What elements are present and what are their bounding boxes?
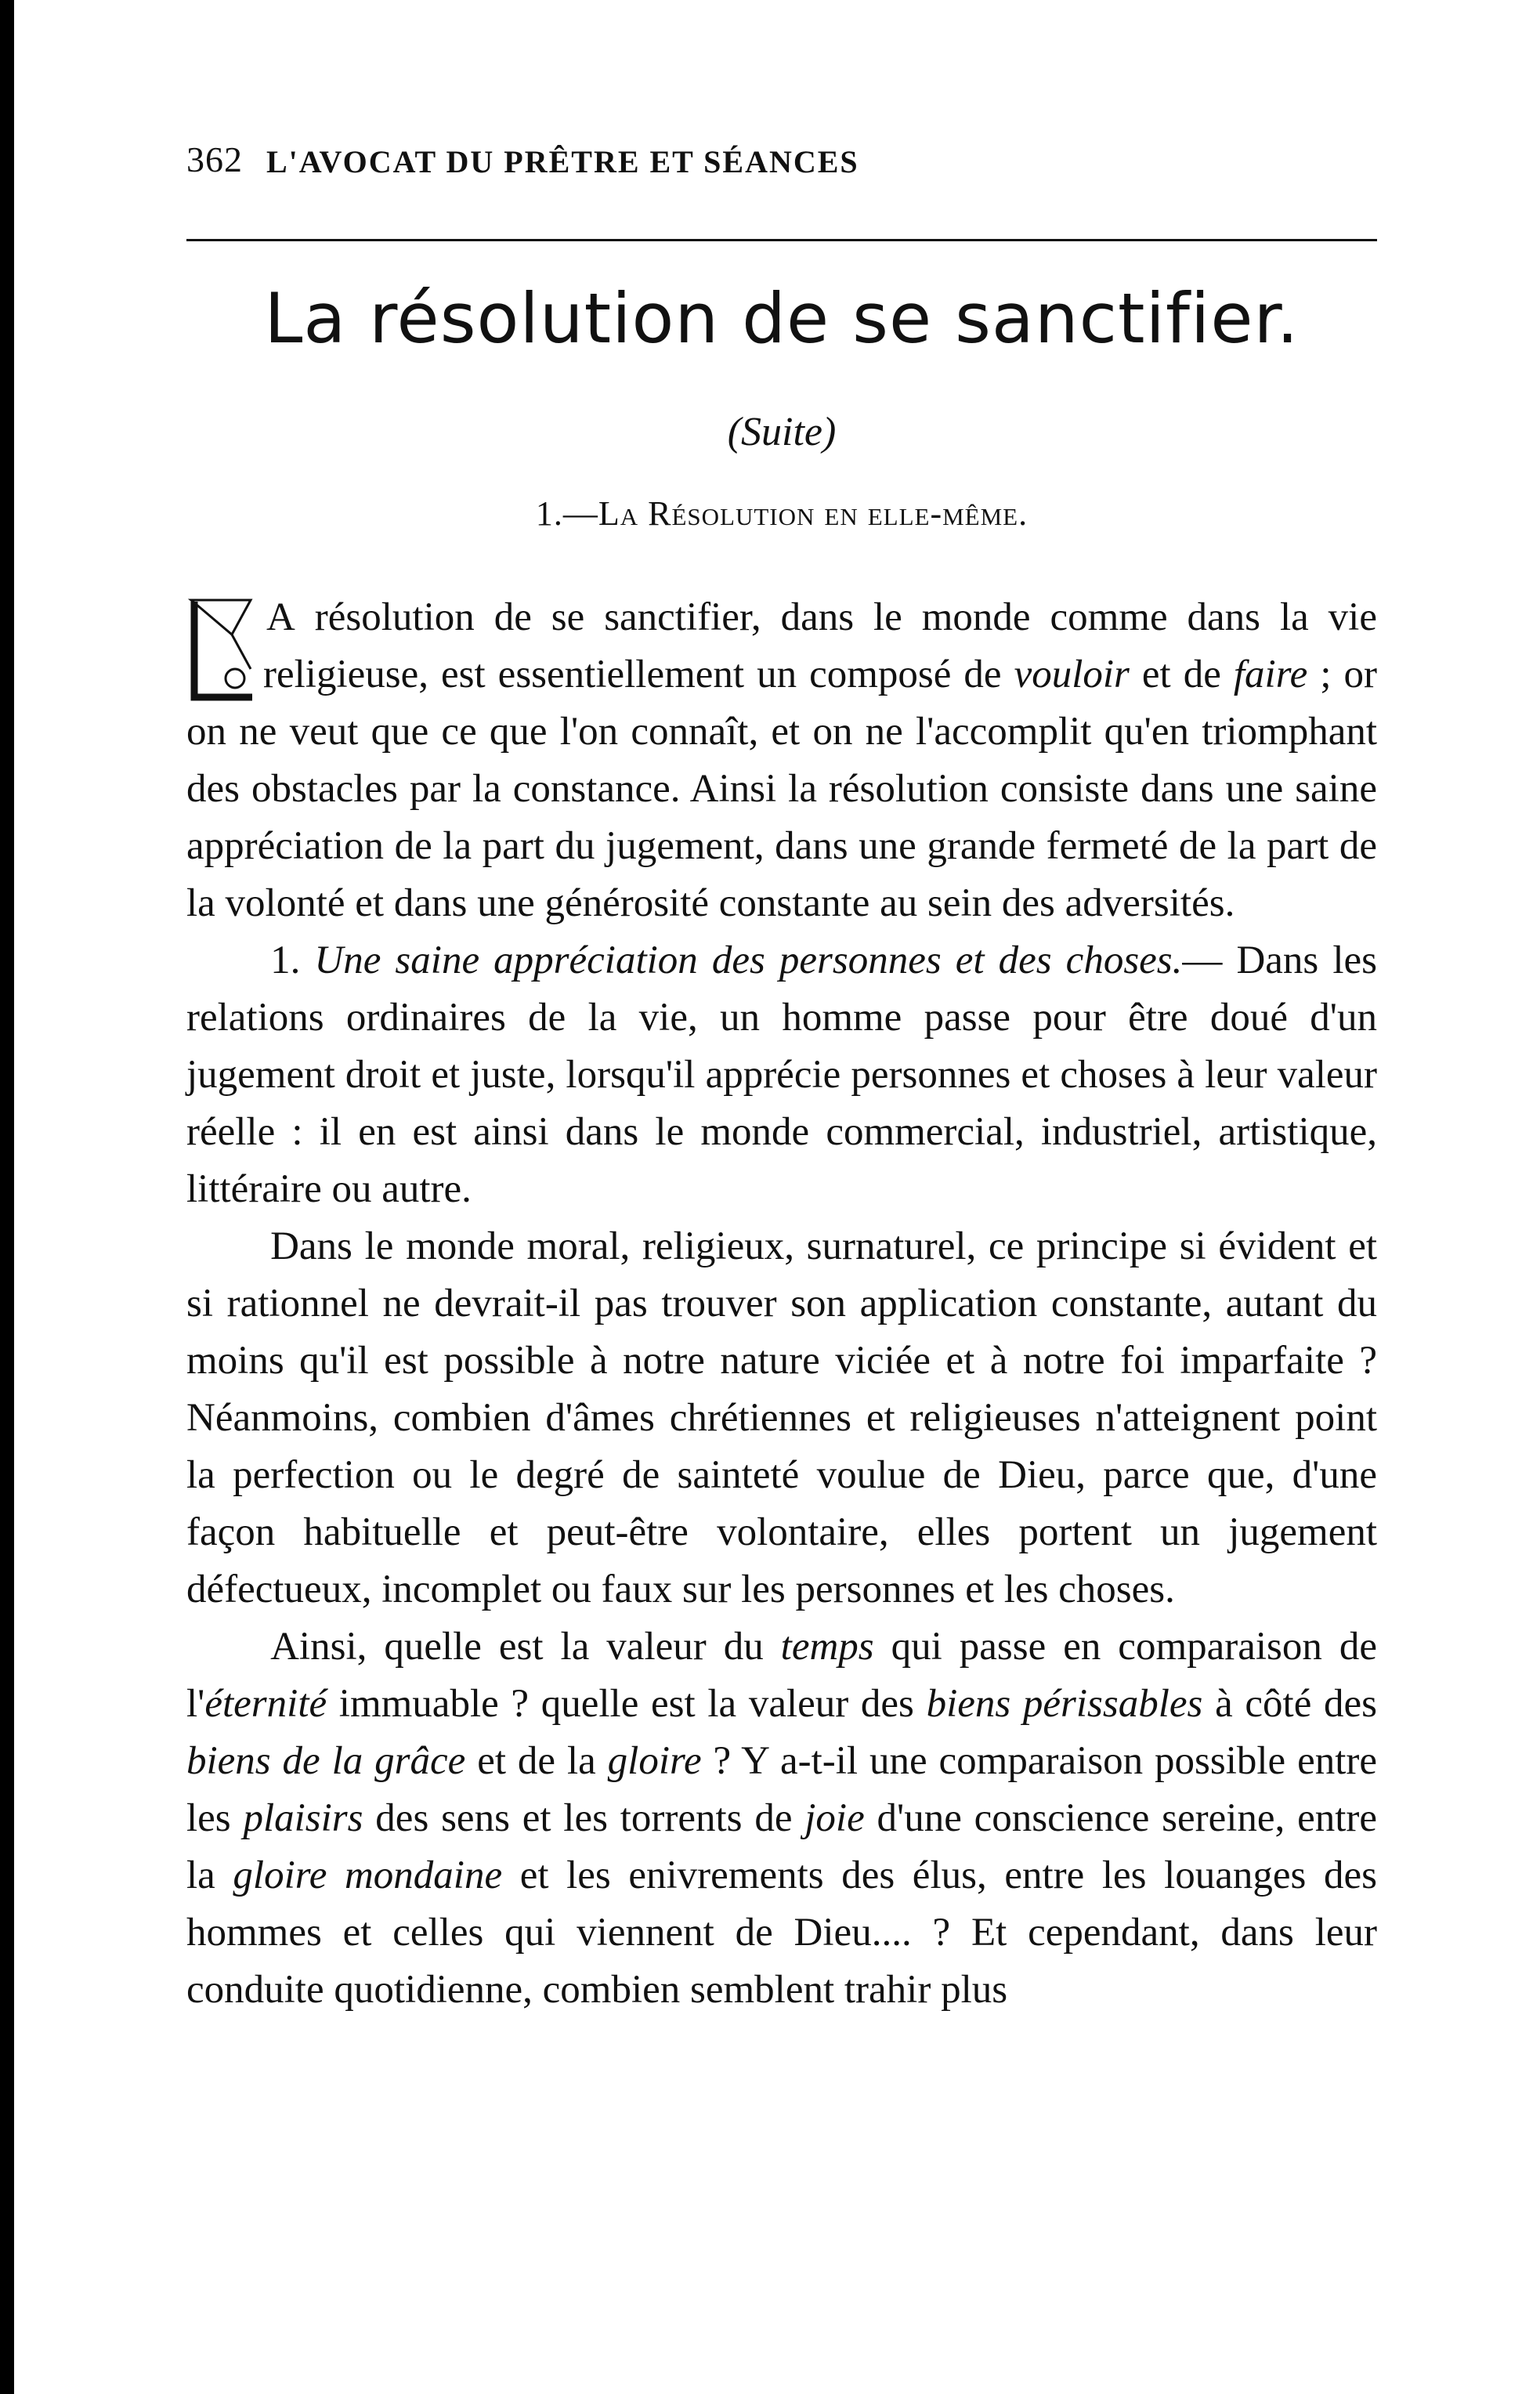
emphasis: gloire mondaine bbox=[233, 1853, 503, 1897]
emphasis: joie bbox=[804, 1796, 865, 1840]
text-run: et les enivrements des élus, entre les louanges des hommes et celles qui viennent de Dieu.... ? Et cependant, dans leur conduite quotidienne, combien semblent trahir plus bbox=[186, 1853, 1377, 2012]
page-edge-bar bbox=[0, 0, 14, 2394]
text-run: ; or on ne veut que ce que l'on connaît, et on ne l'accomplit qu'en triomphant des obstacles par la constance. Ainsi la résolution consiste dans une saine appréciation de la part du jugement, dans une grande fermeté de la part de la volonté et dans une générosité constante au sein des adversités. bbox=[186, 653, 1378, 925]
text-run: Ainsi, quelle est la valeur du bbox=[270, 1625, 781, 1669]
text-run: immuable ? quelle est la valeur des bbox=[327, 1682, 927, 1726]
running-title: L'AVOCAT DU PRÊTRE ET SÉANCES bbox=[266, 144, 859, 179]
emphasis: biens de la grâce bbox=[186, 1739, 466, 1783]
drop-cap bbox=[186, 594, 255, 703]
article-subtitle: (Suite) bbox=[727, 410, 837, 454]
body-text bbox=[186, 589, 1377, 2019]
drop-cap-continuation: A bbox=[266, 595, 295, 639]
emphasis: biens périssables bbox=[926, 1682, 1203, 1726]
text-run: ? Y a-t-il une comparaison possible entre les bbox=[186, 1739, 1378, 1840]
page-number: 362 bbox=[186, 139, 243, 179]
book-page bbox=[186, 118, 1378, 2012]
paragraph-2 bbox=[186, 932, 1377, 1218]
text-run: qui passe en comparaison de l' bbox=[186, 1625, 1377, 1726]
header-rule bbox=[186, 239, 1377, 241]
text-run: — Dans les relations ordinaires de la vie, un homme passe pour être doué d'un jugement droit et juste, lorsqu'il apprécie personnes et choses à leur valeur réelle : il en est ainsi dans le monde commercial, industriel, artistique, littéraire ou autre. bbox=[186, 938, 1377, 1211]
text-run: et de la bbox=[465, 1739, 608, 1783]
text-run: Dans le monde moral, religieux, surnaturel, ce principe si évident et si rationnel ne devrait-il pas trouver son application constante, autant du moins qu'il est possible à notre nature viciée et à notre foi imparfaite ? Néanmoins, combien d'âmes chrétiennes et religieuses n'atteignent point la perfection ou le degré de sainteté voulue de Dieu, parce que, d'une façon habituelle et peut-être volontaire, elles portent un jugement défectueux, incomplet ou faux sur les personnes et les choses. bbox=[186, 1224, 1377, 1611]
emphasis: Une saine appréciation des personnes et des choses. bbox=[314, 938, 1183, 982]
text-run: et de bbox=[1129, 653, 1234, 696]
text-run: à côté des bbox=[1202, 1682, 1377, 1726]
emphasis: gloire bbox=[607, 1739, 702, 1783]
drop-cap-ornament-icon bbox=[186, 594, 255, 703]
section-number: 1.— bbox=[535, 494, 598, 533]
text-run: 1. bbox=[270, 938, 315, 982]
emphasis: temps bbox=[780, 1625, 874, 1669]
section-heading bbox=[186, 494, 1377, 533]
paragraph-3 bbox=[186, 1218, 1377, 1618]
text-run: des sens et les torrents de bbox=[363, 1796, 805, 1840]
section-heading-text: Résolution en elle-même. bbox=[648, 494, 1028, 533]
paragraph-4 bbox=[186, 1618, 1377, 2019]
article-title: La résolution de se sanctifier. bbox=[264, 278, 1300, 359]
text-run: résolution de se sanctifier, dans le monde comme dans la vie religieuse, est essentiellement un composé de bbox=[263, 595, 1377, 696]
text-run: d'une conscience sereine, entre la bbox=[186, 1796, 1378, 1897]
emphasis: vouloir bbox=[1014, 653, 1130, 696]
emphasis: éternité bbox=[204, 1682, 327, 1726]
paragraph-1 bbox=[186, 589, 1377, 932]
emphasis: faire bbox=[1233, 653, 1308, 696]
section-heading-first: La bbox=[598, 494, 639, 533]
emphasis: plaisirs bbox=[243, 1796, 363, 1840]
page-header bbox=[186, 118, 1377, 180]
